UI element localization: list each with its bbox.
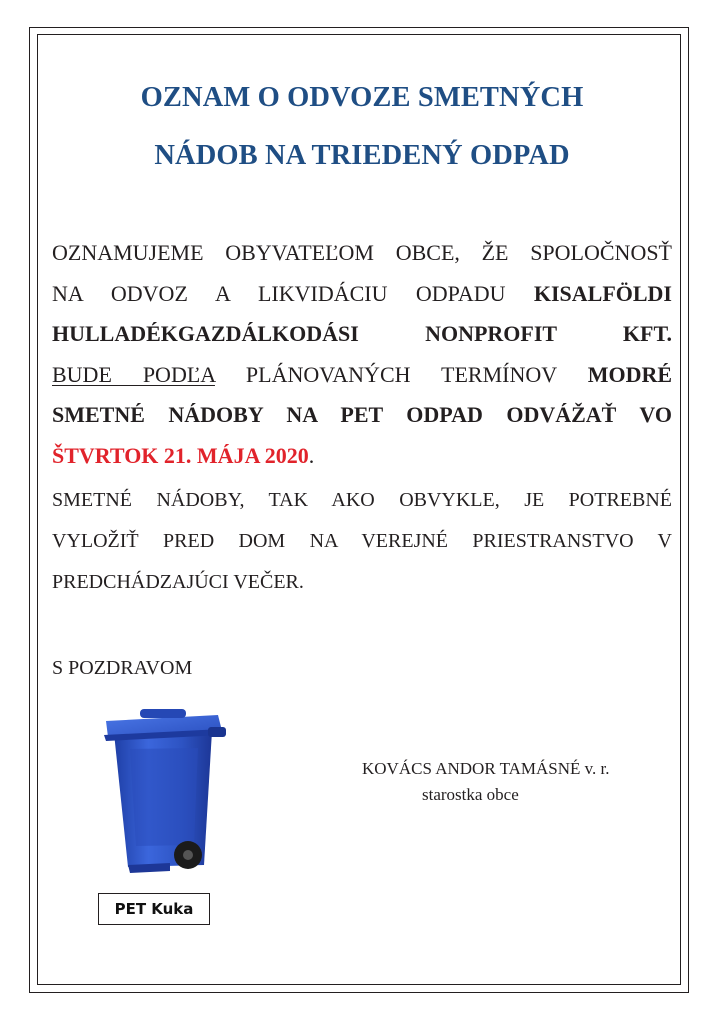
- paragraph-line: VYLOŽIŤ PRED DOM NA VEREJNÉ PRIESTRANSTVO V: [52, 530, 672, 552]
- signer-role: starostka obce: [422, 785, 519, 804]
- bin-caption: PET Kuka: [98, 893, 210, 925]
- underlined-text: BUDE PODĽA: [52, 361, 215, 387]
- company-name: KISALFÖLDI: [533, 280, 672, 306]
- greeting: S POZDRAVOM: [52, 657, 193, 679]
- instruction-paragraph: [52, 480, 672, 603]
- paragraph-line: OZNAMUJEME OBYVATEĽOM OBCE, ŽE SPOLOČNOSŤ: [52, 240, 672, 265]
- date-line: [52, 436, 672, 477]
- paragraph-line: [52, 274, 672, 315]
- title-line-2: NÁDOB NA TRIEDENÝ ODPAD: [154, 140, 570, 171]
- bold-text: MODRÉ: [587, 361, 673, 387]
- paragraph-line: [52, 355, 672, 396]
- collection-date: ŠTVRTOK 21. MÁJA 2020: [52, 442, 309, 468]
- text-run: NA ODVOZ A LIKVIDÁCIU ODPADU: [52, 280, 506, 306]
- paragraph-line: PREDCHÁDZAJÚCI VEČER.: [52, 571, 304, 593]
- text-run: PLÁNOVANÝCH TERMÍNOV: [245, 361, 557, 387]
- signer-name: KOVÁCS ANDOR TAMÁSNÉ v. r.: [362, 759, 610, 778]
- wheelie-bin-icon: [100, 705, 230, 885]
- title-line-1: OZNAM O ODVOZE SMETNÝCH: [140, 82, 584, 113]
- bold-line: SMETNÉ NÁDOBY NA PET ODPAD ODVÁŽAŤ VO: [52, 402, 672, 427]
- period: .: [308, 442, 315, 468]
- company-name-line: HULLADÉKGAZDÁLKODÁSI NONPROFIT KFT.: [52, 321, 672, 346]
- paragraph-line: SMETNÉ NÁDOBY, TAK AKO OBVYKLE, JE POTREBNÉ: [52, 489, 672, 511]
- announcement-paragraph: [52, 233, 672, 476]
